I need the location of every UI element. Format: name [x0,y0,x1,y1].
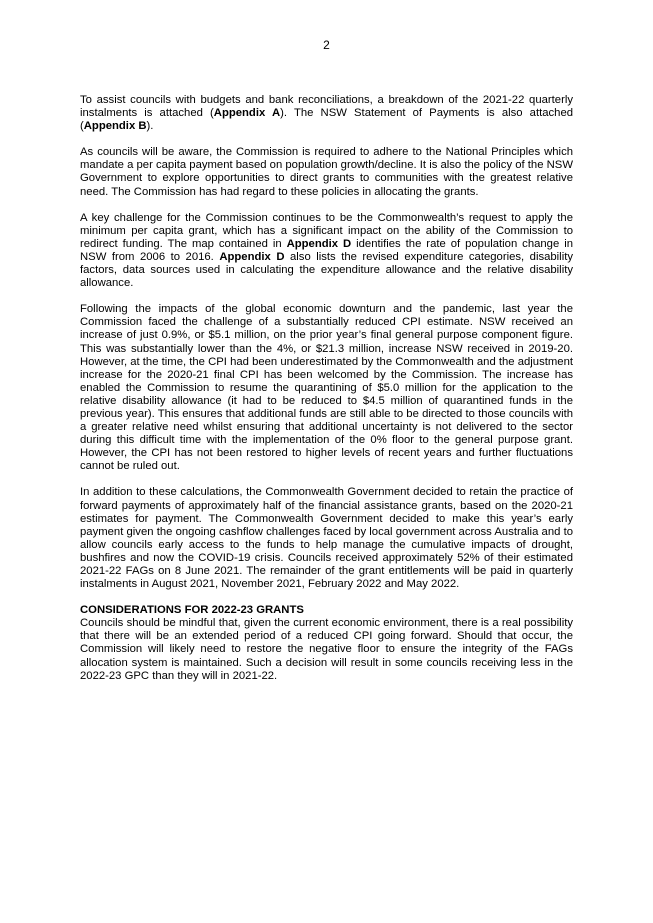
paragraph-text: identifies the rate of population change in NSW from 2006 to 2016. [80,237,573,263]
appendix-b-reference: Appendix B [83,120,147,133]
paragraph-minimum-grant [80,212,573,291]
page-number: 2 [323,38,330,52]
section-heading: CONSIDERATIONS FOR 2022-23 GRANTS [80,604,304,617]
appendix-a-reference: Appendix A [213,107,281,120]
paragraph-text: also lists the revised expenditure categories, disability factors, data sources used in calculating the expenditure allowance and the relative disability allowance. [80,250,573,290]
appendix-d-reference: Appendix D [286,237,352,250]
paragraph-national-principles: As councils will be aware, the Commission is required to adhere to the National Principles which mandate a per capita payment based on population growth/decline. It is also the policy of the NSW Government to explore opportunities to direct grants to communities with the greatest relative need. The Commission has had regard to these policies in allocating the grants. [80,146,573,198]
paragraph-text: A key challenge for the Commission continues to be the Commonwealth’s request to apply the minimum per capita grant, which has a significant impact on the ability of the Commission to redirect funding. The map contained in [80,211,573,250]
paragraph-appendices [80,94,573,133]
appendix-d-reference: Appendix D [219,250,285,263]
paragraph-text: To assist councils with budgets and bank reconciliations, a breakdown of the 2021-22 quarterly instalments is attached ( [80,94,573,120]
paragraph-forward-payments: In addition to these calculations, the Commonwealth Government decided to retain the practice of forward payments of approximately half of the financial assistance grants, based on the 2020-21 estimates for payment. The Commonwealth Government decided to make this year’s early payment given the ongoing cashflow challenges faced by local government across Australia and to allow councils early access to the funds to help manage the cumulative impacts of drought, bushfires and now the COVID-19 crisis. Councils received approximately 52% of their estimated 2021-22 FAGs on 8 June 2021. The remainder of the grant entitlements will be paid in quarterly instalments in August 2021, November 2021, February 2022 and May 2022. [80,486,573,591]
paragraph-text: ). [146,120,154,133]
paragraph-cpi: Following the impacts of the global economic downturn and the pandemic, last year the Commission faced the challenge of a substantially reduced CPI estimate. NSW received an increase of just 0.9%, or $5.1 million, on the prior year’s final general purpose component figure. This was substantially lower than the 4%, or $21.3 million, increase NSW received in 2019-20. However, at the time, the CPI had been underestimated by the Commonwealth and the adjustment increase for the 2020-21 final CPI has been welcomed by the Commission. The increase has enabled the Commission to resume the quarantining of $5.0 million for the application to the relative disability allowance (it had to be reduced to $4.5 million of quarantined funds in the previous year). This ensures that additional funds are still able to be directed to those councils with a greater relative need whilst ensuring that additional uncertainty is not delivered to the sector during this difficult time with the implementation of the 0% floor to the general purpose grant. However, the CPI has not been restored to higher levels of recent years and further fluctuations cannot be ruled out. [80,303,573,473]
paragraph-considerations: Councils should be mindful that, given the current economic environment, there is a real possibility that there will be an extended period of a reduced CPI going forward. Should that occur, the Commission will likely need to restore the negative floor to ensure the integrity of the FAGs allocation system is maintained. Such a decision will result in some councils receiving less in the 2022-23 GPC than they will in 2021-22. [80,617,573,682]
document-body [80,94,573,683]
paragraph-text: ). The NSW Statement of Payments is also attached ( [80,107,574,133]
